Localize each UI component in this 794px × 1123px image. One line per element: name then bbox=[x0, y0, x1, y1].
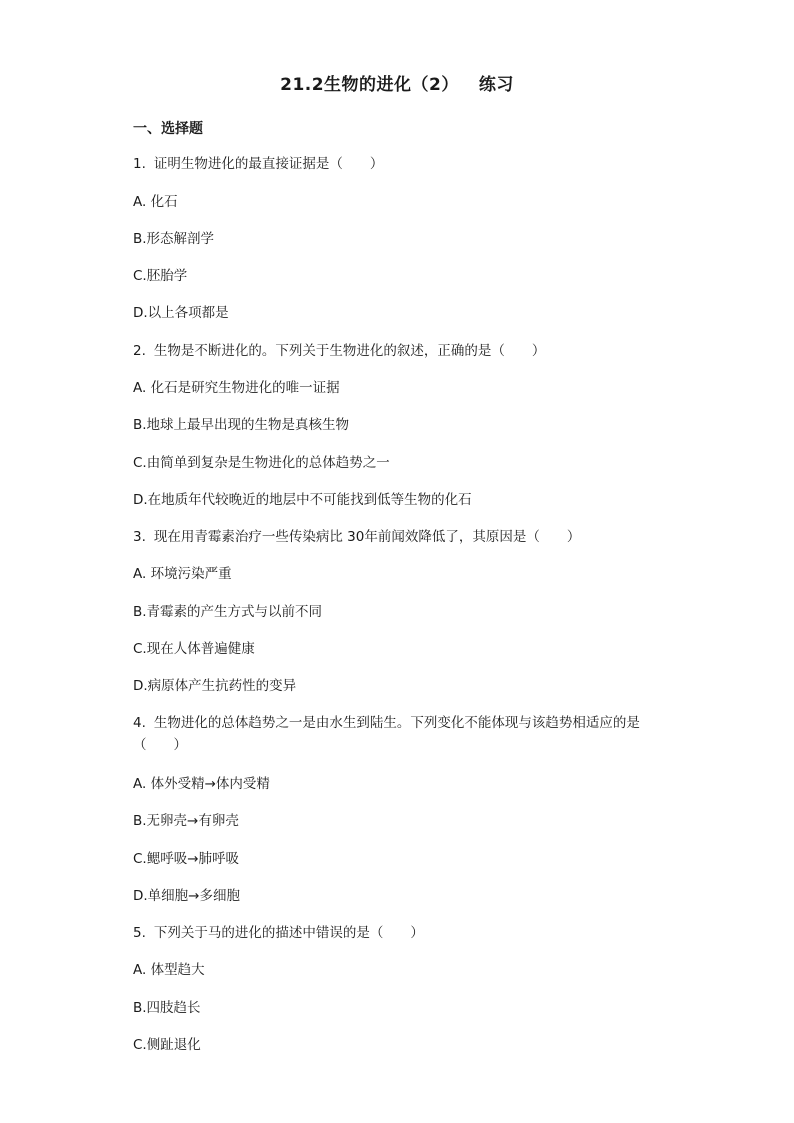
question-5 bbox=[133, 923, 424, 943]
question-text: 生物进化的总体趋势之一是由水生到陆生。下列变化不能体现与该趋势相适应的是（ ） bbox=[133, 715, 640, 753]
option: A. 体外受精→体内受精 bbox=[133, 776, 270, 792]
option: A. 化石是研究生物进化的唯一证据 bbox=[133, 380, 340, 396]
question-text: 生物是不断进化的。下列关于生物进化的叙述，正确的是（ ） bbox=[153, 343, 546, 359]
option: D.单细胞→多细胞 bbox=[133, 888, 240, 904]
option: D.以上各项都是 bbox=[133, 305, 229, 321]
question-number: 3. bbox=[133, 529, 146, 545]
option: A. 体型趋大 bbox=[133, 962, 205, 978]
option: C.侧趾退化 bbox=[133, 1037, 201, 1053]
question-4 bbox=[133, 712, 673, 756]
option: C.现在人体普遍健康 bbox=[133, 641, 255, 657]
question-1 bbox=[133, 154, 383, 174]
option: A. 环境污染严重 bbox=[133, 566, 232, 582]
option: A. 化石 bbox=[133, 194, 178, 210]
option: B.四肢趋长 bbox=[133, 1000, 201, 1016]
question-3 bbox=[133, 527, 580, 547]
option: B.地球上最早出现的生物是真核生物 bbox=[133, 417, 350, 433]
option: C.由简单到复杂是生物进化的总体趋势之一 bbox=[133, 455, 390, 471]
question-number: 2. bbox=[133, 343, 146, 359]
option: B.青霉素的产生方式与以前不同 bbox=[133, 604, 323, 620]
question-number: 1. bbox=[133, 156, 146, 172]
question-2 bbox=[133, 341, 545, 361]
question-text: 现在用青霉素治疗一些传染病比 30年前闻效降低了，其原因是（ ） bbox=[153, 529, 581, 545]
section-heading: 一、选择题 bbox=[133, 121, 203, 137]
title-main: 21.2生物的进化（2） bbox=[280, 75, 459, 95]
option: D.在地质年代较晚近的地层中不可能找到低等生物的化石 bbox=[133, 492, 472, 508]
question-number: 5. bbox=[133, 925, 146, 941]
page-title bbox=[0, 70, 794, 95]
option: B.形态解剖学 bbox=[133, 231, 215, 247]
question-number: 4. bbox=[133, 715, 146, 731]
option: C.鳃呼吸→肺呼吸 bbox=[133, 851, 240, 867]
title-suffix: 练习 bbox=[478, 75, 514, 95]
question-text: 下列关于马的进化的描述中错误的是（ ） bbox=[153, 925, 424, 941]
option: B.无卵壳→有卵壳 bbox=[133, 813, 239, 829]
option: D.病原体产生抗药性的变异 bbox=[133, 678, 297, 694]
option: C.胚胎学 bbox=[133, 268, 188, 284]
question-text: 证明生物进化的最直接证据是（ ） bbox=[153, 156, 384, 172]
